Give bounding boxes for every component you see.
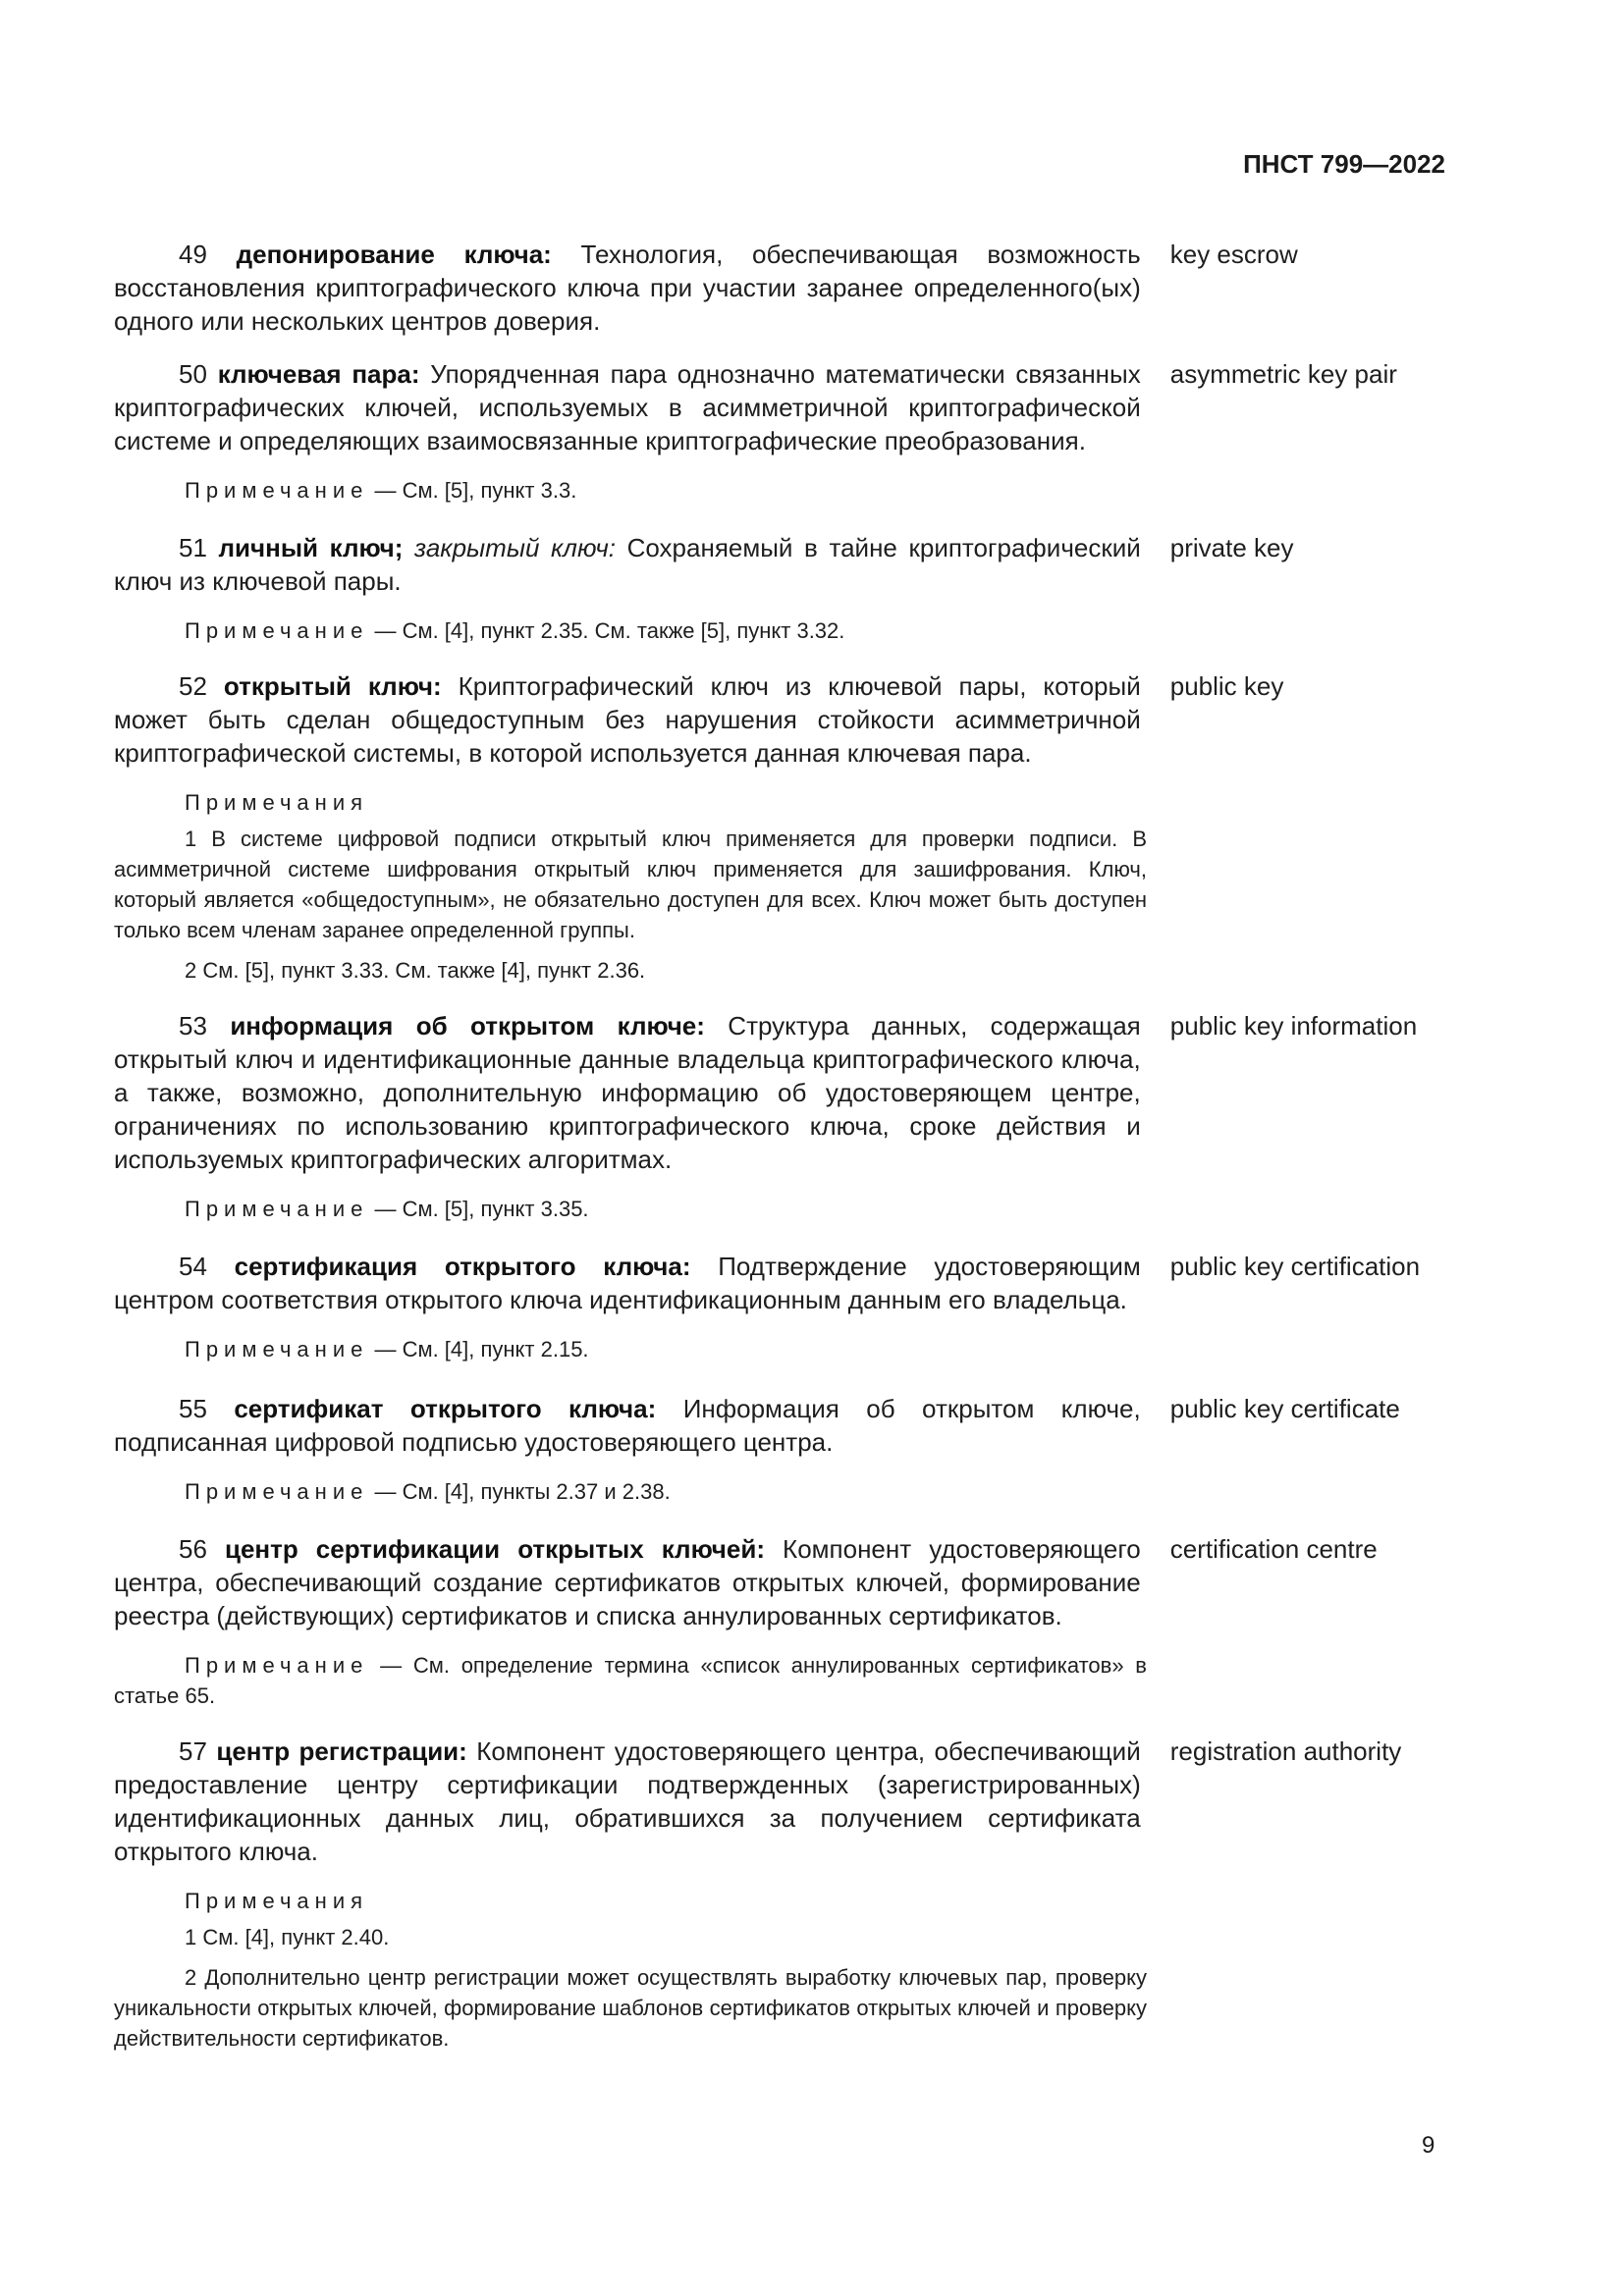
term-name: сертификация открытого ключа: [234, 1252, 691, 1281]
term-english: registration authority [1169, 1736, 1402, 1766]
term-entry-53 [114, 1009, 1453, 1176]
notes-57-label: Примечания [185, 1889, 369, 1913]
term-name: информация об открытом ключе: [230, 1011, 705, 1041]
term-entry-54 [114, 1250, 1453, 1316]
note-52-item-2: 2 См. [5], пункт 3.33. См. также [4], пункт 2.36. [185, 958, 646, 983]
term-english: public key [1169, 671, 1284, 701]
note-57-item-1: 1 См. [4], пункт 2.40. [185, 1925, 390, 1949]
term-english: public key certificate [1169, 1394, 1400, 1423]
term-synonym: закрытый ключ: [403, 533, 617, 562]
term-entry-51 [114, 531, 1453, 598]
note-56: Примечание — См. определение термина «список аннулированных сертификатов» в статье 65. [114, 1653, 1147, 1708]
note-57-item-2: 2 Дополнительно центр регистрации может осуществлять выработку ключевых пар, проверку уникальности открытых ключей, формирование шаблонов сертификатов открытых ключей и проверку действительности сертификатов. [114, 1965, 1147, 2051]
term-name: сертификат открытого ключа: [234, 1394, 657, 1423]
term-entry-57 [114, 1735, 1453, 1868]
term-definition: 55 сертификат открытого ключа: Информация об открытом ключе, подписанная цифровой подписью удостоверяющего центра. [114, 1394, 1141, 1457]
term-definition: 51 личный ключ; закрытый ключ: Сохраняемый в тайне криптографический ключ из ключевой пары. [114, 533, 1141, 596]
document-id-header: ПНСТ 799—2022 [1243, 149, 1445, 179]
term-entry-52 [114, 669, 1453, 770]
term-entry-55 [114, 1392, 1453, 1459]
term-english: public key information [1169, 1011, 1418, 1041]
term-name: открытый ключ: [223, 671, 442, 701]
term-english: public key certification [1169, 1252, 1421, 1281]
term-name: центр сертификации открытых ключей: [224, 1534, 765, 1564]
term-definition: 54 сертификация открытого ключа: Подтверждение удостоверяющим центром соответствия открытого ключа идентификационным данным его владельца. [114, 1252, 1141, 1314]
term-definition: 57 центр регистрации: Компонент удостоверяющего центра, обеспечивающий предоставление центру сертификации подтвержденных (зарегистрированных) идентификационных данных лиц, обратившихся за получением сертификата открытого ключа. [114, 1736, 1141, 1866]
note-55: Примечание — См. [4], пункты 2.37 и 2.38. [185, 1479, 671, 1504]
term-definition: 52 открытый ключ: Криптографический ключ из ключевой пары, который может быть сделан общедоступным без нарушения стойкости асимметричной криптографической системы, в которой используется данная ключевая пара. [114, 671, 1141, 768]
term-definition: 49 депонирование ключа: Технология, обеспечивающая возможность восстановления криптографического ключа при участии заранее определенного(ых) одного или нескольких центров доверия. [114, 240, 1141, 336]
page-number: 9 [1422, 2132, 1435, 2159]
term-english: key escrow [1169, 240, 1298, 269]
term-definition: 50 ключевая пара: Упорядченная пара однозначно математически связанных криптографических ключей, используемых в асимметричной криптографической системе и определяющих взаимосвязанные криптографические преобразования. [114, 359, 1141, 455]
term-english: private key [1169, 533, 1294, 562]
note-54: Примечание — См. [4], пункт 2.15. [185, 1337, 589, 1362]
note-53: Примечание — См. [5], пункт 3.35. [185, 1197, 589, 1221]
note-51: Примечание — См. [4], пункт 2.35. См. также [5], пункт 3.32. [185, 618, 845, 643]
terms-list [114, 238, 1453, 2063]
term-entry-50 [114, 357, 1453, 457]
term-definition: 56 центр сертификации открытых ключей: Компонент удостоверяющего центра, обеспечивающий создание сертификатов открытых ключей, формирование реестра (действующих) сертификатов и списка аннулированных сертификатов. [114, 1534, 1141, 1630]
term-definition: 53 информация об открытом ключе: Структура данных, содержащая открытый ключ и идентификационные данные владельца криптографического ключа, а также, возможно, дополнительную информацию об удостоверяющем центре, ограничениях по использованию криптографического ключа, сроке действия и используемых криптографических алгоритмах. [114, 1011, 1141, 1174]
term-name: личный ключ; [218, 533, 404, 562]
note-50: Примечание — См. [5], пункт 3.3. [185, 478, 577, 503]
term-name: ключевая пара: [217, 359, 420, 389]
term-english: asymmetric key pair [1169, 359, 1397, 389]
notes-52-label: Примечания [185, 790, 369, 815]
term-english: certification centre [1169, 1534, 1378, 1564]
term-name: депонирование ключа: [236, 240, 552, 269]
term-name: центр регистрации: [216, 1736, 467, 1766]
term-entry-56 [114, 1532, 1453, 1632]
note-52-item-1: 1 В системе цифровой подписи открытый ключ применяется для проверки подписи. В асимметричной системе шифрования открытый ключ применяется для зашифрования. Ключ, который является «общедоступным», не обязательно доступен для всех. Ключ может быть доступен только всем членам заранее определенной группы. [114, 827, 1147, 942]
term-entry-49 [114, 238, 1453, 338]
